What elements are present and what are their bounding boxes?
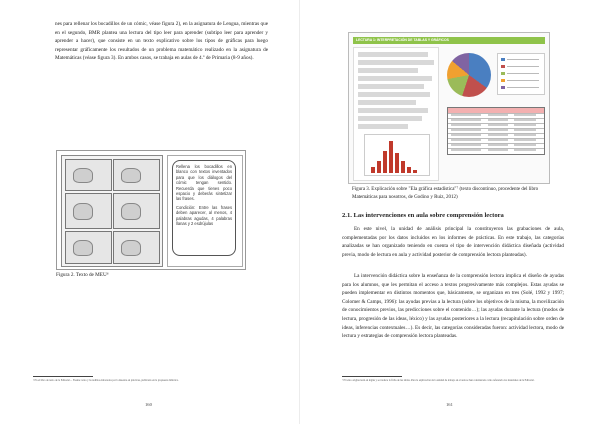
footnote-rule [342, 376, 402, 377]
comic-panel [65, 159, 112, 191]
legend-text [507, 73, 539, 74]
text-line [358, 108, 428, 113]
page-number: 160 [145, 402, 152, 407]
legend-text [507, 66, 539, 67]
pie-chart-thumbnail [447, 53, 491, 97]
legend-swatch [501, 79, 505, 82]
histogram-bar [389, 141, 393, 173]
legend-swatch [501, 58, 505, 61]
comic-panel [65, 193, 112, 229]
figure-3 [348, 32, 550, 184]
data-table-thumbnail [447, 107, 545, 155]
figure-2-instructions [167, 155, 243, 267]
figure-2-caption: Figura 2. Texto de MEU⁶ [56, 272, 109, 278]
legend-text [507, 87, 539, 88]
comic-panel [113, 231, 160, 264]
figure-3-text-column [353, 47, 439, 181]
bubble-instruction-text: Rellena los bocadillos en blanco con textos inventados para que los diálogos del cómic tengan sentido. Recuerda que tienes poco espacio y deberás sintetizar las frases. [176, 164, 232, 202]
histogram-bar [407, 167, 411, 173]
chart-legend [497, 53, 545, 95]
histogram-bar [371, 167, 375, 173]
text-line [358, 116, 422, 121]
figure-3-banner: LECTURA 1: INTERPRETACIÓN DE TABLAS Y GRÁFICOS [353, 37, 545, 44]
right-page [300, 0, 600, 424]
comic-panel [113, 159, 160, 191]
body-paragraph-1: En este nivel, la unidad de análisis principal la constituyeron las grabaciones de aula, complementadas por los datos incluidos en los informes de prácticas. En este trabajo, las categorías analizadas se han organizado teniendo en cuenta el tipo de intervención didáctica diseñada (actividad previa, modo de lectura en aula y actividad posterior de comprensión lectora planteadas). [342, 226, 564, 258]
legend-text [507, 59, 539, 60]
figure-3-caption: Figura 3. Explicación sobre "Ela gráfica estadística"⁷ (texto discontinuo, procedente del libro Matemáticas para nosotros, de Godino y Ruiz, 2012) [352, 187, 539, 200]
text-line [358, 124, 408, 129]
histogram-bar [395, 153, 399, 173]
speech-bubble [172, 160, 236, 256]
histogram-bar [377, 161, 381, 173]
body-paragraph-2: La intervención didáctica sobre la enseñanza de la comprensión lectora implica el diseño de ayudas para los alumnos, que les permitan el acceso a textos progresivamente más complejos. Estas ayudas se pueden implementar en distintos momentos que, básicamente, se organizan en tres (Solé, 1992 y 1997; Colomer & Camps, 1996): las ayudas previas a la lectura (sobre los objetivos de la misma, la movilización de conocimientos previos, las predicciones sobre el contenido…); las ayudas durante la lectura (modos de lectura, progresión de las ideas, léxico) y las ayudas posteriores a la lectura (recapitulación sobre orden de ideas, inferencias contextuales…). Es decir, las categorías consideradas fueron: actividad lectora, modo de lectura y estrategias de comprensión lectora planteadas. [342, 273, 564, 340]
legend-swatch [501, 86, 505, 89]
histogram-thumbnail [364, 134, 430, 176]
histogram-bar [401, 161, 405, 173]
histogram-bar [413, 170, 417, 173]
text-line [358, 84, 424, 89]
text-line [358, 76, 432, 81]
text-line [358, 68, 418, 73]
comic-strip-image [61, 155, 163, 267]
legend-swatch [501, 72, 505, 75]
section-heading: 2.1. Las intervenciones en aula sobre comprensión lectora [342, 212, 504, 219]
bubble-condition-text: Condición: Entre las frases deben aparecer, al menos, 4 palabras agudas, 4 palabras llanas y 2 esdrújulas [176, 204, 232, 227]
legend-swatch [501, 65, 505, 68]
footnote: ⁷ El texto original está en inglés y se traduce la ficha de las tablas. Para la explicación de la unidad de trabajo en el aula se han considerado como referencia los materiales de la Editorial. [342, 379, 535, 382]
intro-paragraph: nes para rellenar los bocadillos de un cómic, véase figura 2), en la asignatura de Lengua, mientras que en el segundo, BMR plantea una lectura del tipo leer para aprender (subtipo leer para aprender y aprender a hacer), que consiste en un texto explicativo sobre los tipos de gráficas para luego representar gráficamente los resultados de un problema matemático realizado en la asignatura de Matemáticas (véase figura 3). En ambos casos, se trabaja en aulas de 4.º de Primaria (8-9 años). [55, 21, 268, 62]
footnote-rule [33, 376, 93, 377]
table-row [448, 148, 544, 153]
text-line [358, 60, 434, 65]
comic-panel [65, 231, 112, 264]
footnote: ⁶ En el libro de texto de la Editorial… Fuente: texto y bocadillos elaborados por la maestra en prácticas, publicado en la propuesta didáctica. [33, 379, 179, 382]
legend-text [507, 80, 539, 81]
text-line [358, 92, 430, 97]
text-line [358, 100, 416, 105]
page-number: 161 [446, 402, 453, 407]
figure-2 [56, 150, 246, 270]
comic-panel [113, 193, 160, 229]
text-line [358, 52, 428, 57]
histogram-bar [383, 151, 387, 173]
figure-3-graphics-column [441, 47, 545, 179]
